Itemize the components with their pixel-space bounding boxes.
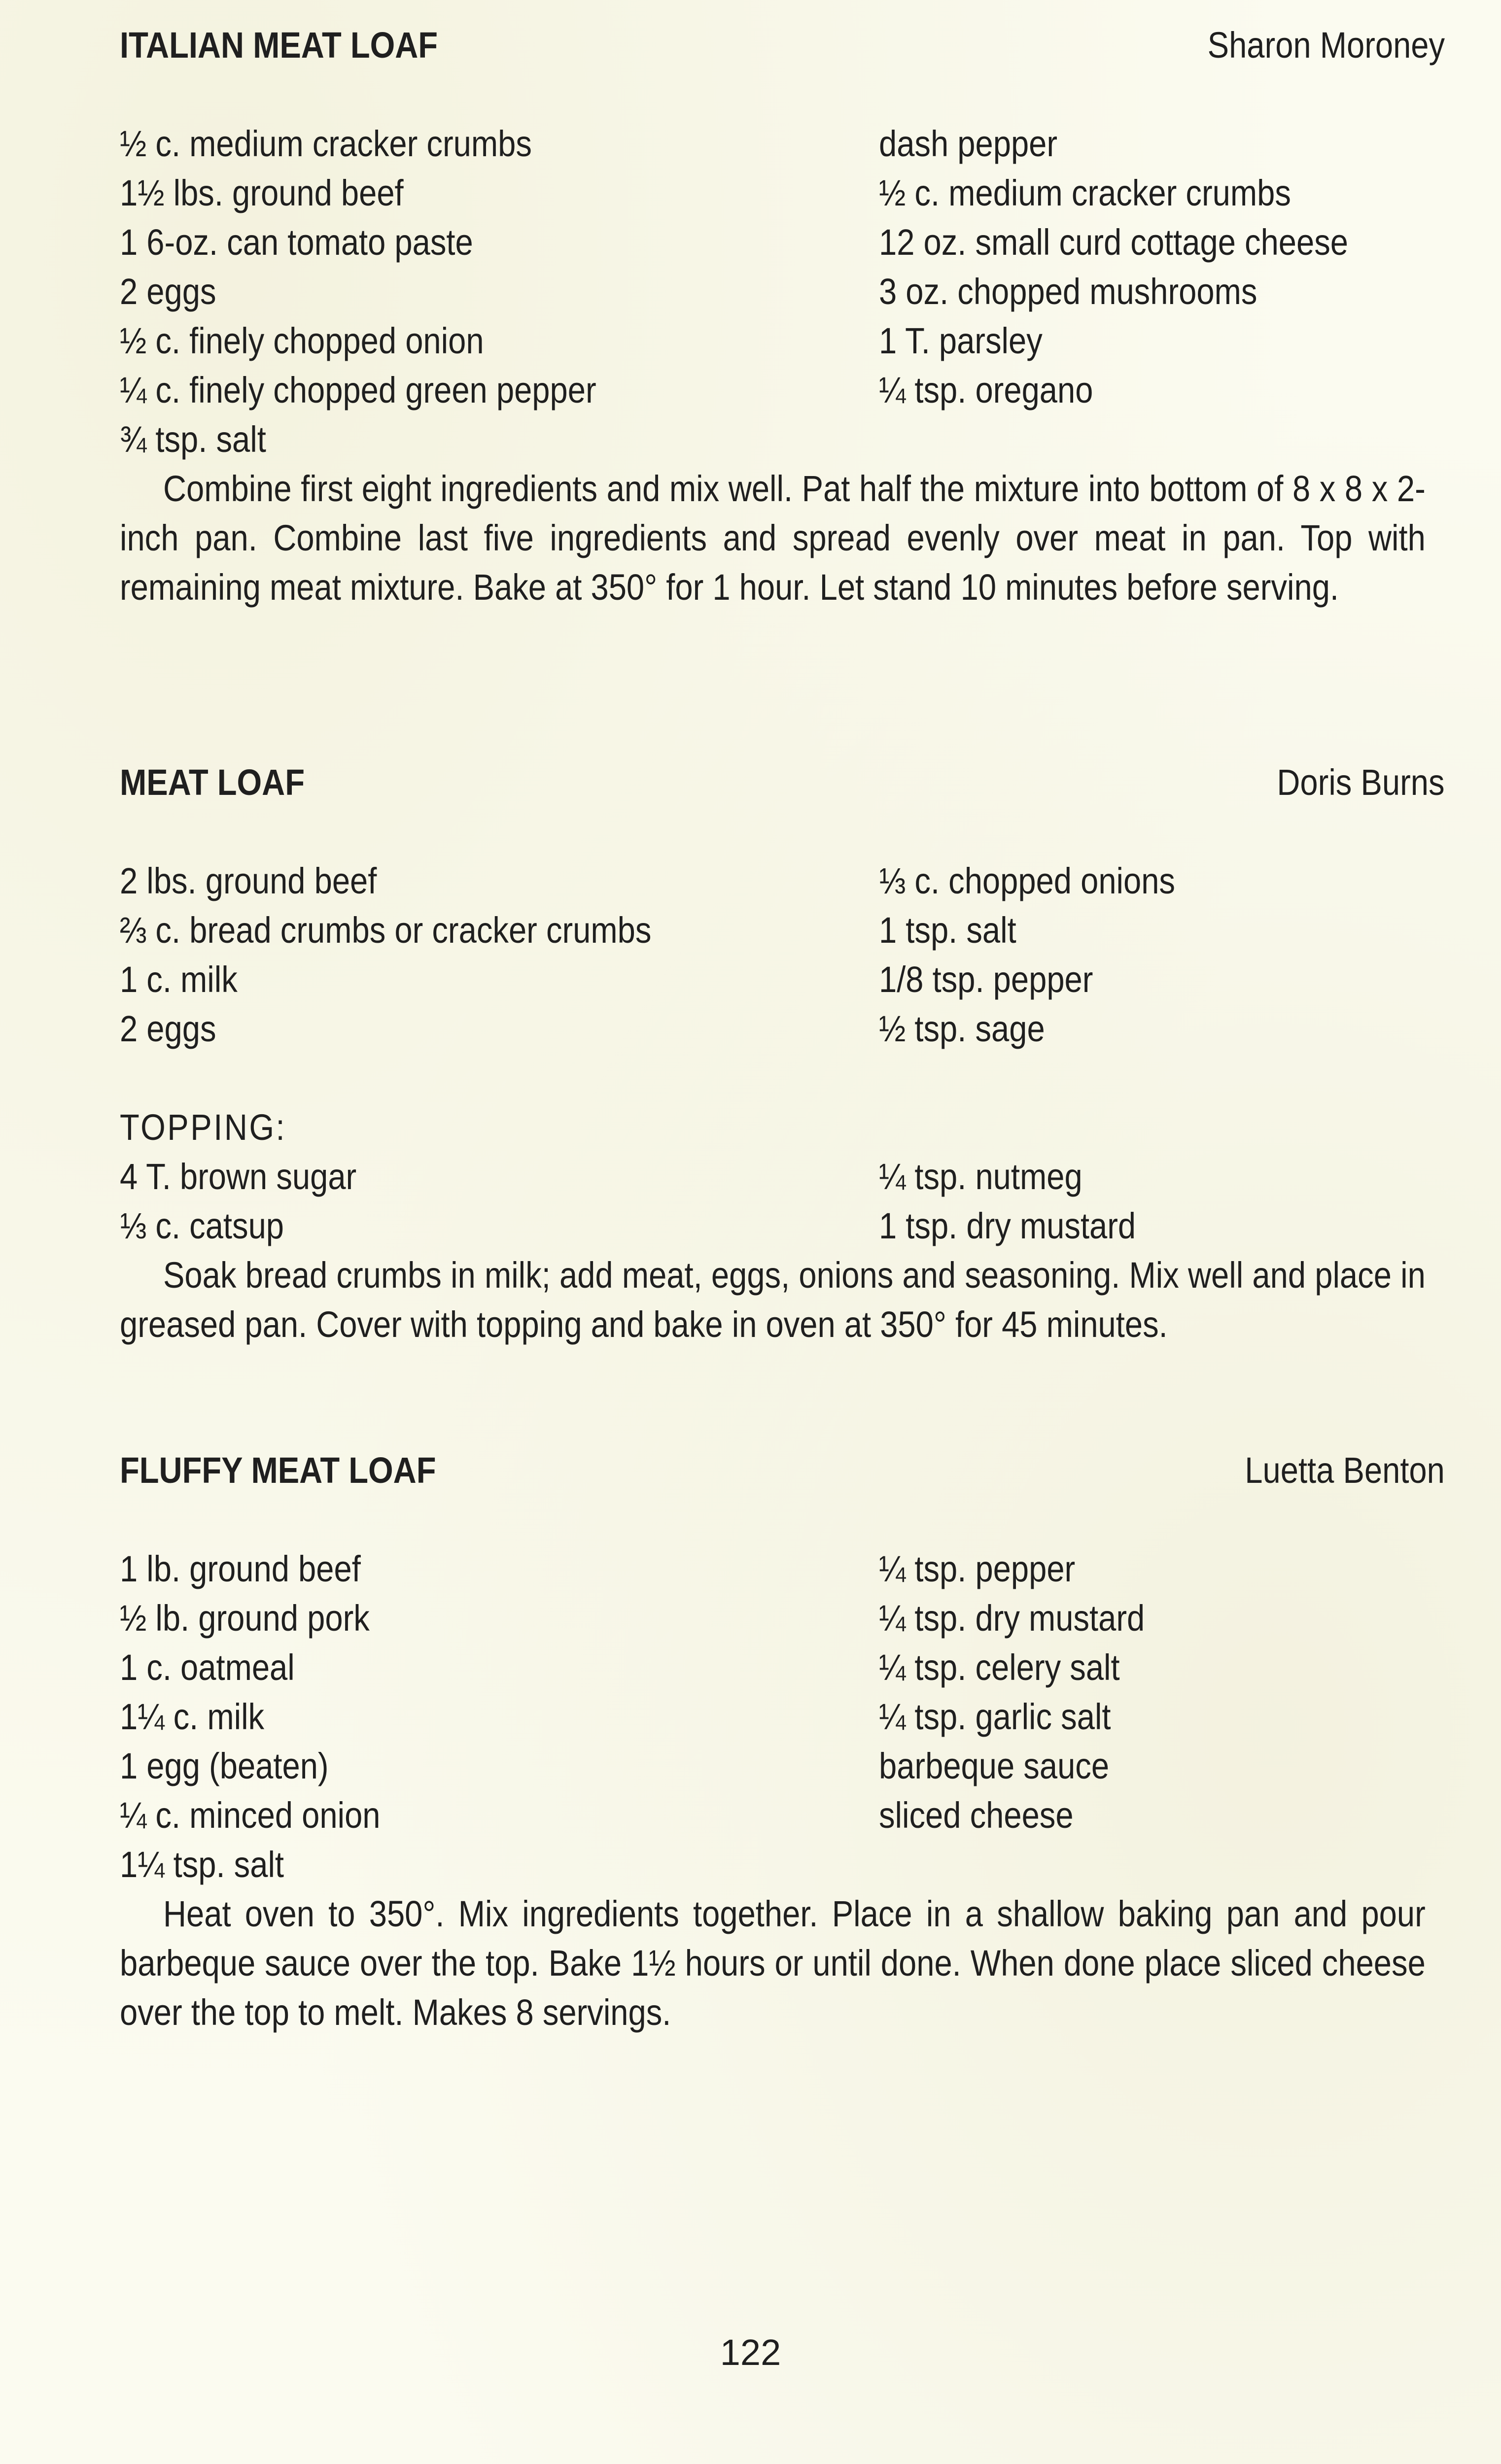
topping-list xyxy=(120,1152,1445,1251)
ingredient-item: 1½ lbs. ground beef xyxy=(120,172,404,213)
ingredient-item: ½ tsp. sage xyxy=(879,1008,1045,1049)
ingredient-item: 2 eggs xyxy=(120,1008,216,1049)
ingredients-list xyxy=(120,1544,1445,1889)
ingredient-item: barbeque sauce xyxy=(879,1745,1110,1786)
ingredient-item: 2 eggs xyxy=(120,271,216,312)
recipe-italian-meat-loaf xyxy=(120,21,1445,612)
ingredients-left-column xyxy=(120,856,879,1054)
recipe-title: FLUFFY MEAT LOAF xyxy=(120,1450,436,1491)
ingredient-item: ¾ tsp. salt xyxy=(120,419,266,460)
ingredient-item: ½ c. medium cracker crumbs xyxy=(120,123,532,164)
topping-right-column xyxy=(879,1152,1445,1251)
ingredient-item: 2 lbs. ground beef xyxy=(120,860,377,901)
recipe-title: ITALIAN MEAT LOAF xyxy=(120,25,438,66)
topping-item: 4 T. brown sugar xyxy=(120,1156,357,1197)
ingredient-item: 1¼ tsp. salt xyxy=(120,1844,284,1885)
ingredient-item: ¼ tsp. pepper xyxy=(879,1548,1076,1589)
recipe-header xyxy=(120,758,1445,807)
ingredient-item: 12 oz. small curd cottage cheese xyxy=(879,222,1349,263)
ingredients-right-column xyxy=(879,856,1445,1054)
ingredients-list xyxy=(120,119,1445,464)
ingredient-item: 1 6-oz. can tomato paste xyxy=(120,222,473,263)
ingredient-item: 1 T. parsley xyxy=(879,320,1043,361)
ingredient-item: 1 lb. ground beef xyxy=(120,1548,361,1589)
ingredient-item: ½ lb. ground pork xyxy=(120,1598,370,1639)
ingredient-item: ¼ c. minced onion xyxy=(120,1795,381,1836)
recipe-author: Sharon Moroney xyxy=(1207,25,1445,66)
recipe-header xyxy=(120,1446,1445,1495)
ingredient-item: 1 tsp. salt xyxy=(879,910,1016,951)
ingredient-item: ¼ tsp. celery salt xyxy=(879,1647,1120,1688)
recipe-instructions: Combine first eight ingredients and mix well. Pat half the mixture into bottom of 8 x 8 x 2-inch pan. Combine last five ingredients and spread evenly over meat in pan. Top with remaining meat mixture. Bake at 350° for 1 hour. Let stand 10 minutes before serving. xyxy=(120,468,1426,608)
ingredient-item: ½ c. finely chopped onion xyxy=(120,320,484,361)
ingredient-item: ¼ tsp. garlic salt xyxy=(879,1696,1111,1737)
ingredient-item: ⅔ c. bread crumbs or cracker crumbs xyxy=(120,910,652,951)
ingredient-item: 1¼ c. milk xyxy=(120,1696,265,1737)
topping-item: ⅓ c. catsup xyxy=(120,1205,284,1246)
topping-left-column xyxy=(120,1152,879,1251)
ingredient-item: ½ c. medium cracker crumbs xyxy=(879,172,1291,213)
ingredient-item: ¼ tsp. oregano xyxy=(879,370,1093,411)
recipe-instructions: Heat oven to 350°. Mix ingredients together. Place in a shallow baking pan and pour barbeque sauce over the top. Bake 1½ hours or until done. When done place sliced cheese over the top to melt. Makes 8 servings. xyxy=(120,1893,1426,2033)
ingredient-item: 1 c. milk xyxy=(120,959,238,1000)
topping-heading: TOPPING: xyxy=(120,1107,287,1148)
recipe-instructions: Soak bread crumbs in milk; add meat, eggs, onions and seasoning. Mix well and place in greased pan. Cover with topping and bake in oven at 350° for 45 minutes. xyxy=(120,1255,1426,1345)
ingredients-right-column xyxy=(879,1544,1445,1889)
recipe-author: Luetta Benton xyxy=(1245,1450,1445,1491)
recipe-title: MEAT LOAF xyxy=(120,762,305,803)
ingredient-item: 1 c. oatmeal xyxy=(120,1647,295,1688)
ingredient-item: 1/8 tsp. pepper xyxy=(879,959,1093,1000)
ingredient-item: dash pepper xyxy=(879,123,1058,164)
topping-item: 1 tsp. dry mustard xyxy=(879,1205,1136,1246)
recipe-author: Doris Burns xyxy=(1277,762,1445,803)
ingredient-item: ¼ c. finely chopped green pepper xyxy=(120,370,596,411)
ingredient-item: 1 egg (beaten) xyxy=(120,1745,329,1786)
recipe-header xyxy=(120,21,1445,70)
ingredient-item: ¼ tsp. dry mustard xyxy=(879,1598,1145,1639)
ingredients-left-column xyxy=(120,119,879,464)
recipe-fluffy-meat-loaf xyxy=(120,1446,1445,2037)
ingredient-item: sliced cheese xyxy=(879,1795,1074,1836)
ingredients-list xyxy=(120,856,1445,1054)
ingredient-item: ⅓ c. chopped onions xyxy=(879,860,1175,901)
ingredients-right-column xyxy=(879,119,1445,464)
page-number: 122 xyxy=(720,2332,781,2373)
ingredient-item: 3 oz. chopped mushrooms xyxy=(879,271,1257,312)
recipe-meat-loaf xyxy=(120,758,1445,1349)
ingredients-left-column xyxy=(120,1544,879,1889)
topping-item: ¼ tsp. nutmeg xyxy=(879,1156,1082,1197)
